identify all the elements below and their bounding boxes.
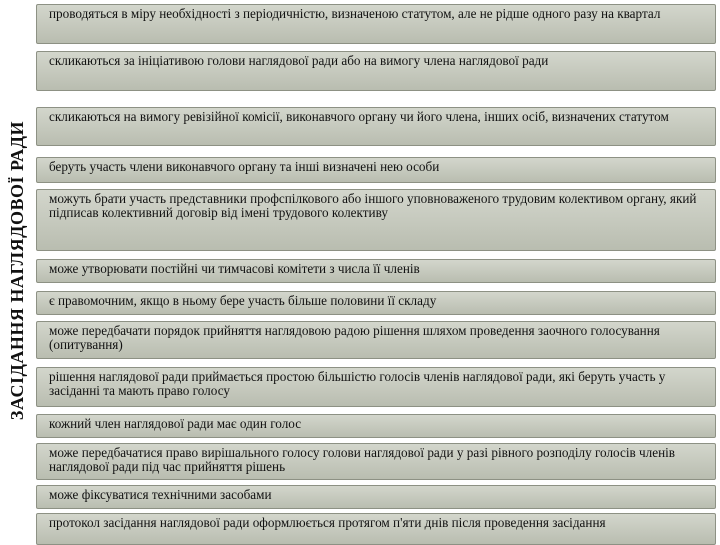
list-item: може передбачати порядок прийняття наглядовою радою рішення шляхом проведення заочного голосування (опитування) [36,321,716,359]
list-item: можуть брати участь представники профспілкового або іншого уповноваженого трудовим колективом органу, який підписав колективний договір від імені трудового колективу [36,189,716,251]
items-list [36,4,716,538]
list-item: може фіксуватися технічними засобами [36,485,716,509]
side-title [0,0,36,540]
side-title-text: ЗАСІДАННЯ НАГЛЯДОВОЇ РАДИ [7,120,28,420]
list-item: є правомочним, якщо в ньому бере участь більше половини її складу [36,291,716,315]
list-item: беруть участь члени виконавчого органу та інші визначені нею особи [36,157,716,183]
list-item: може утворювати постійні чи тимчасові комітети з числа її членів [36,259,716,283]
list-item: скликаються на вимогу ревізійної комісії, виконавчого органу чи його члена, інших осіб, визначених статутом [36,107,716,146]
list-item: кожний член наглядової ради має один голос [36,414,716,438]
list-item: протокол засідання наглядової ради оформлюється протягом п'яти днів після проведення засідання [36,513,716,545]
list-item: рішення наглядової ради приймається простою більшістю голосів членів наглядової ради, які беруть участь у засіданні та мають право голосу [36,367,716,407]
list-item: скликаються за ініціативою голови наглядової ради або на вимогу члена наглядової ради [36,51,716,91]
list-item: може передбачатися право вирішального голосу голови наглядової ради у разі рівного розподілу голосів членів наглядової ради під час прийняття рішень [36,443,716,480]
list-item: проводяться в міру необхідності з періодичністю, визначеною статутом, але не рідше одного разу на квартал [36,4,716,44]
